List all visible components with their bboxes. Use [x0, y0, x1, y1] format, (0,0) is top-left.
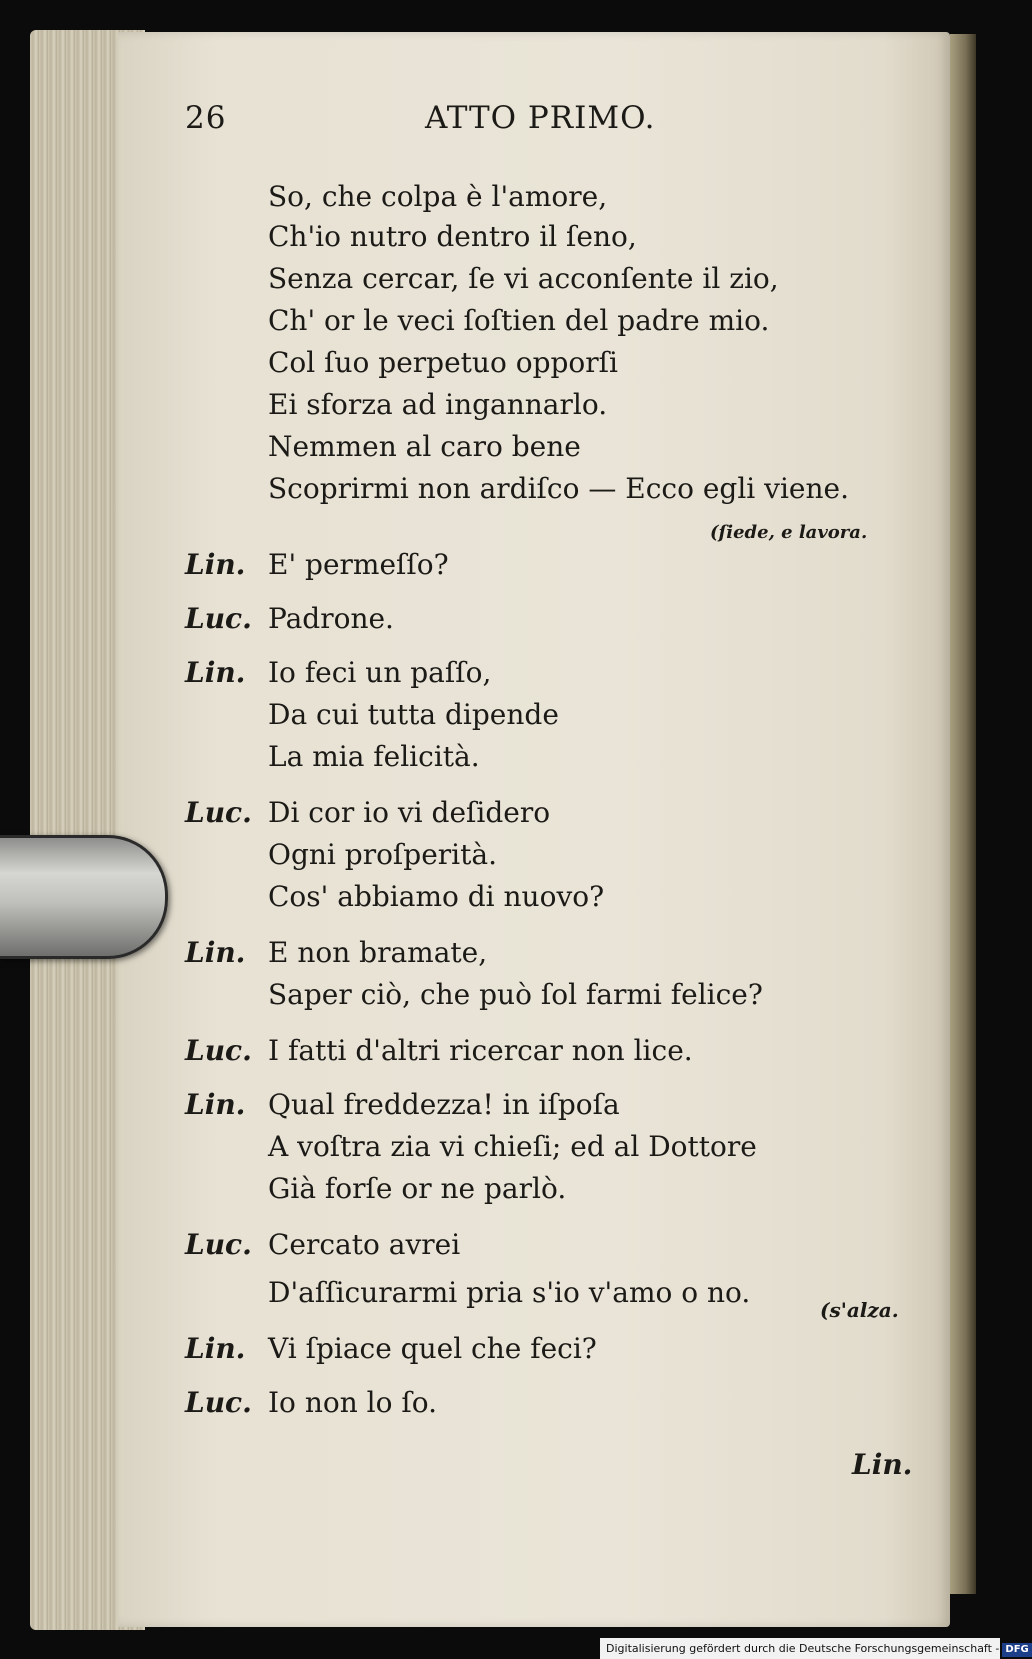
verse-line: E non bramate, — [268, 936, 488, 969]
verse-line: Già forſe or ne parlò. — [268, 1172, 567, 1205]
verse-line: D'aſſicurarmi pria s'io v'amo o no. — [268, 1276, 751, 1309]
verse-line: Ogni proſperità. — [268, 838, 497, 871]
verse-line: Io non lo ſo. — [268, 1386, 437, 1419]
verse-line: Senza cercar, ſe vi acconſente il zio, — [268, 262, 779, 295]
verse-line: A voſtra zia vi chieſi; ed al Dottore — [268, 1130, 757, 1163]
verse-line: Col ſuo perpetuo opporſi — [268, 346, 618, 379]
catchword: Lin. — [852, 1448, 913, 1481]
speaker-label: Luc. — [185, 1386, 252, 1419]
speaker-label: Lin. — [185, 1332, 246, 1365]
verse-line: Di cor io vi deſidero — [268, 796, 551, 829]
speaker-label: Lin. — [185, 656, 246, 689]
speaker-label: Luc. — [185, 602, 252, 635]
speaker-label: Luc. — [185, 1034, 252, 1067]
verse-line: Cos' abbiamo di nuovo? — [268, 880, 605, 913]
verse-line: So, che colpa è l'amore, — [268, 180, 608, 213]
verse-line: Nemmen al caro bene — [268, 430, 581, 463]
verse-line: Saper ciò, che può ſol farmi felice? — [268, 978, 763, 1011]
page-gutter-shadow — [950, 34, 976, 1594]
verse-line: Scoprirmi non ardiſco — Ecco egli viene. — [268, 472, 849, 505]
digitization-footer — [600, 1638, 1029, 1659]
speaker-label: Lin. — [185, 548, 246, 581]
verse-line: Ei sforza ad ingannarlo. — [268, 388, 608, 421]
stage-direction: (ſiede, e lavora. — [710, 522, 868, 543]
verse-line: Ch'io nutro dentro il ſeno, — [268, 220, 637, 253]
verse-line: Cercato avrei — [268, 1228, 461, 1261]
verse-line: E' permeſſo? — [268, 548, 449, 581]
verse-line: Vi ſpiace quel che feci? — [268, 1332, 597, 1365]
verse-line: Da cui tutta dipende — [268, 698, 559, 731]
verse-line: Ch' or le veci ſoſtien del padre mio. — [268, 304, 770, 337]
page-number: 26 — [185, 100, 227, 136]
stage-direction: (s'alza. — [820, 1298, 899, 1322]
speaker-label: Luc. — [185, 796, 252, 829]
dfg-logo: DFG — [1002, 1643, 1031, 1657]
speaker-label: Lin. — [185, 1088, 246, 1121]
verse-line: Qual freddezza! in iſpoſa — [268, 1088, 620, 1121]
page-clip — [0, 835, 168, 959]
speaker-label: Luc. — [185, 1228, 252, 1261]
verse-line: I fatti d'altri ricercar non lice. — [268, 1034, 693, 1067]
verse-line: La mia felicità. — [268, 740, 480, 773]
footer-text: Digitalisierung gefördert durch die Deutsche Forschungsgemeinschaft - — [606, 1642, 1000, 1655]
verse-line: Io feci un paſſo, — [268, 656, 492, 689]
verse-line: Padrone. — [268, 602, 394, 635]
running-title: ATTO PRIMO. — [425, 100, 656, 136]
speaker-label: Lin. — [185, 936, 246, 969]
